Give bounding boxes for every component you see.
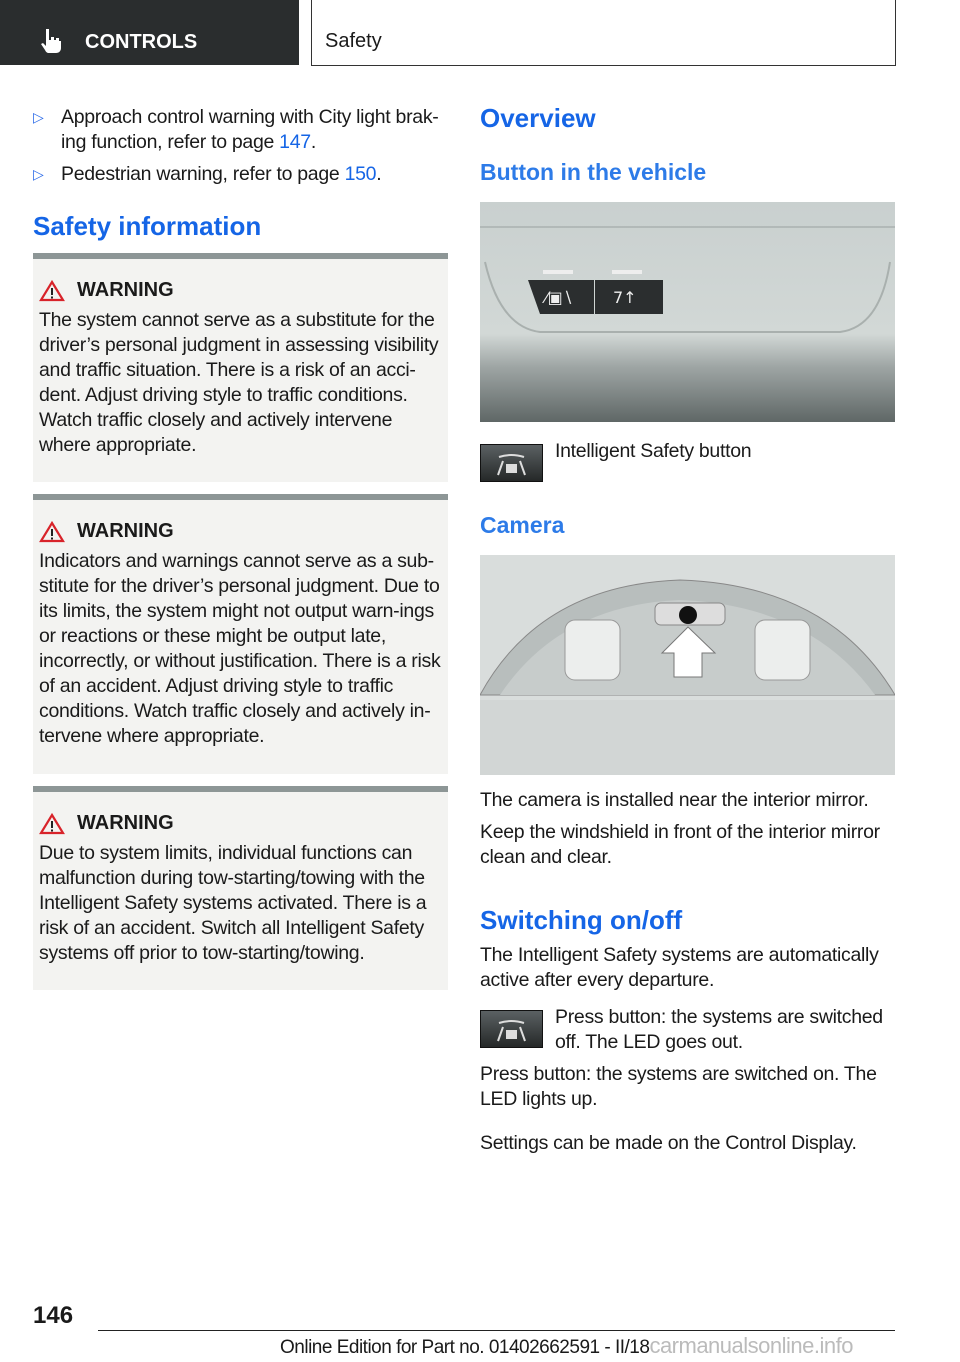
warning-triangle-icon [39,280,65,302]
switching-intro: The Intelligent Safety systems are automatically active after every departure. [480,944,879,991]
svg-text:7↑: 7↑ [613,288,637,307]
list-item: ▷ Pedestrian warning, refer to page 150. [33,163,382,185]
camera-text: The camera is installed near the interior mirror. [480,789,869,811]
camera-heading: Camera [480,512,565,538]
page-link[interactable]: 150 [344,163,377,185]
button-panel-image [480,202,895,422]
button-heading: Button in the vehicle [480,159,707,185]
triangle-bullet-icon: ▷ [33,166,44,182]
triangle-bullet-icon: ▷ [33,109,44,125]
chapter-title: Safety [325,30,382,52]
section-title: CONTROLS [85,31,198,53]
section-tab [0,0,299,65]
intelligent-safety-button-icon [480,1010,543,1048]
footer-divider [98,1330,895,1331]
warning-box: WARNING Indicators and warnings cannot serve as a sub-stitute for the driver’s personal judgment. Due to its limits, the system might not output warn-ings or reactions or these might be output late, incorrectly, or without justification. There is a risk of an accident. Adjust driving style to traffic conditions. Watch traffic closely and actively in-tervene where appropriate. [33,494,448,774]
warning-triangle-icon [39,521,65,543]
camera-image [480,555,895,775]
press-off-text: Press button: the systems are switched off. The LED goes out. [555,1006,883,1053]
switching-heading: Switching on/off [480,905,683,935]
watermark: carmanualsonline.info [649,1333,853,1358]
svg-text:⁄▣∖: ⁄▣∖ [545,288,573,307]
safety-heading: Safety information [33,211,262,241]
overview-heading: Overview [480,103,596,133]
button-caption: Intelligent Safety button [555,440,752,462]
chapter-tab [311,0,896,66]
footer-edition: Online Edition for Part no. 01402662591 - II/18carmanualsonline.info [280,1333,853,1358]
warning-box: WARNING The system cannot serve as a substitute for the driver’s personal judgment in assessing visibility and traffic situation. There is a risk of an acci-dent. Adjust driving style to traffic conditions. Watch traffic closely and actively intervene where appropriate. [33,253,448,482]
page-link[interactable]: 147 [279,131,311,153]
page-number: 146 [33,1302,74,1329]
settings-text: Settings can be made on the Control Display. [480,1132,857,1154]
hand-pointer-icon [40,28,64,54]
warning-triangle-icon [39,813,65,835]
list-item: ▷ Approach control warning with City light brak-ing function, refer to page 147. [33,106,439,153]
warning-box: WARNING Due to system limits, individual functions can malfunction during tow-starting/towing with the Intelligent Safety systems activated. There is a risk of an accident. Switch all Intelligent Safety systems off prior to tow-starting/towing. [33,786,448,990]
press-on-text: Press button: the systems are switched on. The LED lights up. [480,1063,877,1110]
intelligent-safety-button-icon [480,444,543,482]
camera-text: Keep the windshield in front of the interior mirror clean and clear. [480,821,880,868]
